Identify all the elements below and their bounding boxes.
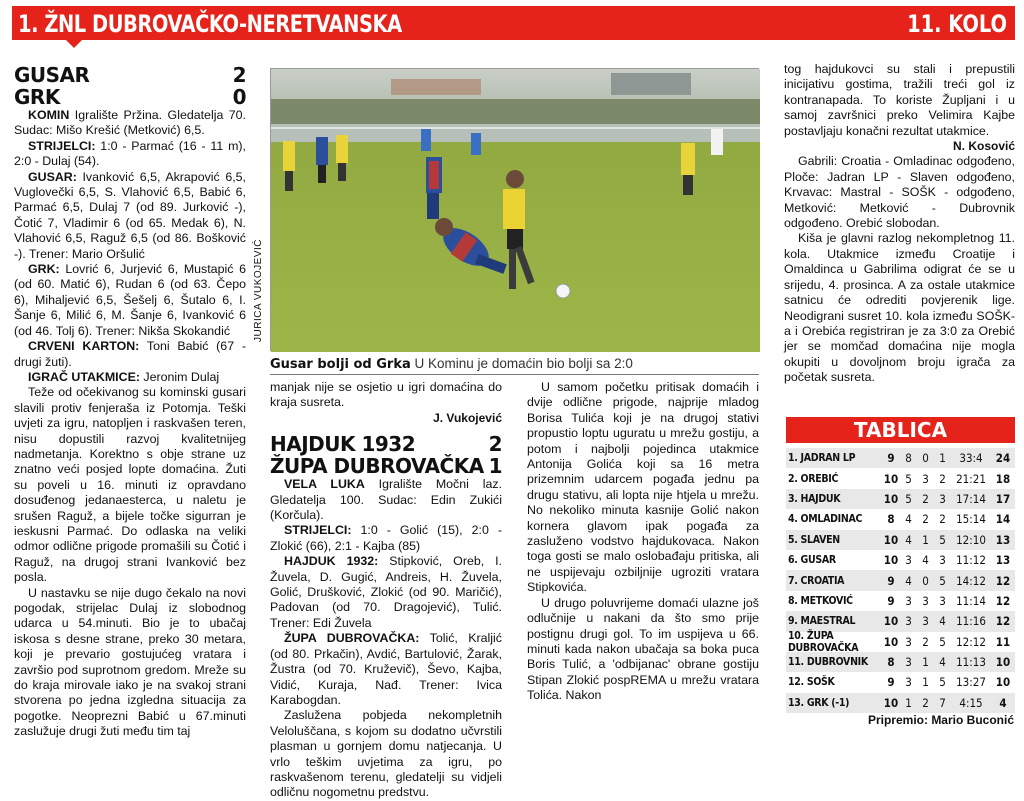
wins-cell: 1 [905,695,912,710]
table-row [786,591,1015,611]
match1-home-lineup: GUSAR: Ivanković 6,5, Akrapović 6,5, Vuglovečki 6,5, S. Vlahović 6,5, Babić 6, Parmać 6,5, Dulaj 7 (od 89. Jurković -), Čotić 7, Vladimir 6 (od 65. Medak 6), N. Vlahović 6,5, Raguž 6,5 (od 86. Bošković -). Trener: Mario Oršulić [14,169,246,261]
goals-cell: 12:12 [956,634,986,649]
draws-cell: 1 [922,655,929,670]
match2-home-row [270,433,502,455]
games-cell: 10 [883,614,899,629]
goals-cell: 14:12 [956,573,986,588]
match2-report-p1: Zaslužena pobjeda nekompletnih Veloluščana, s kojom su dodatno učvrstili plasman u gornjem domu natjecanja. U vrlo teškim uvjetima za igru, po raskvašenom terenu, gledatelji su vidjeli odličnu nogometnu predstvu. [270,708,502,800]
table-row [786,672,1015,692]
goals-cell: 33:4 [959,451,983,466]
losses-cell: 4 [939,655,946,670]
games-cell: 9 [887,573,895,588]
points-cell: 10 [995,655,1011,670]
match2-scorers: STRIJELCI: 1:0 - Golić (15), 2:0 - Zlokić (66), 2:1 - Kajba (85) [270,523,502,553]
wins-cell: 3 [905,593,912,608]
table-row [786,468,1015,488]
wins-cell: 8 [905,451,912,466]
games-cell: 8 [887,512,895,527]
goals-cell: 17:14 [956,491,986,506]
losses-cell: 7 [939,695,946,710]
games-cell: 9 [887,675,895,690]
team-name-cell: 8. METKOVIĆ [788,594,853,607]
caption-text: U Kominu je domaćin bio bolji sa 2:0 [414,356,633,371]
losses-cell: 2 [939,512,946,527]
points-cell: 13 [995,532,1011,547]
draws-cell: 3 [922,593,929,608]
match2-report-p3: U drugo poluvrijeme domaći ulazne još odlučnije u nakani da što smo prije postignu drugi gol. To im uspijeva u 66. minuti kada nakon ubačaja sa boka puca Boris Tulić, a 'odbijanac' obrane gostiju Stipan Zlokić pospREMA u mrežu vratara Tolića. Nakon [527,595,759,703]
team-name-cell: 12. SOŠK [788,676,835,689]
league-title: 1. ŽNL DUBROVAČKO-NERETVANSKA [18,10,402,38]
standings-title: TABLICA [786,417,1015,443]
table-row [786,489,1015,509]
draws-cell: 1 [922,675,929,690]
games-cell: 10 [883,634,899,649]
match1-home-row [14,64,246,86]
team-name-cell: 1. JADRAN LP [788,452,856,465]
team-name-cell: 13. GRK (-1) [788,696,850,709]
wins-cell: 5 [905,491,912,506]
team-name-cell: 10. ŽUPA DUBROVAČKA [788,629,859,654]
match1-motm: IGRAČ UTAKMICE: Jeronim Dulaj [28,369,220,384]
losses-cell: 5 [939,634,946,649]
match1-away-team: GRK [14,85,60,109]
goals-cell: 11:16 [956,614,986,629]
other-results: Gabrili: Croatia - Omladinac odgođeno, Ploče: Jadran LP - Slaven odgođeno, Krvavac: Mastral - SOŠK - odgođeno, Metković: Metković - Dubrovnik odgođeno. Orebić slobodan. [784,154,1015,231]
losses-cell: 1 [939,451,946,466]
table-row [786,509,1015,529]
goals-cell: 12:10 [956,532,986,547]
points-cell: 14 [995,512,1011,527]
losses-cell: 5 [939,532,946,547]
losses-cell: 2 [939,471,946,486]
table-row [786,611,1015,631]
match2-away-lineup: ŽUPA DUBROVAČKA: Tolić, Kraljić (od 80. Prkačin), Avdić, Bartulović, Žarak, Žustra (od 70. Kruževič), Ševo, Kajba, Vidić, Kuraja, Nađ. Trener: Ivica Karabogdan. [270,631,502,707]
goals-cell: 11:12 [956,553,986,568]
match2-home-lineup: HAJDUK 1932: Stipković, Oreb, I. Žuvela, D. Gugić, Andreis, H. Žuvela, Golić, Drušković, Zlokić (od 90. Maričić), Padovan (od 70. Dragojević), Tulić. Trener: Edi Žuvela [270,554,502,630]
table-row [786,693,1015,713]
table-row [786,629,1015,654]
match1-column [14,64,246,740]
draws-cell: 3 [922,614,929,629]
table-row [786,530,1015,550]
team-name-cell: 2. OREBIĆ [788,472,839,485]
wins-cell: 4 [905,532,912,547]
match1-report-p2: U nastavku se nije dugo čekalo na novi pogodak, strijelac Dulaj iz slobodnog udarca u 54.minuti. Bio je to ubačaj iskosa s desne strane, preko 30 metara, koji je prevario gostujućeg vratara i završio pod suprotnom gredom. Mreže su do kraja mirovale iako je na svakoj strani stvorena po jedna izgledna situacija za pogotke. Neoprezni Babić u 67.minuti zaslužuje drugi žuti među tim taj [14,585,246,739]
points-cell: 12 [995,614,1011,629]
wins-cell: 3 [905,614,912,629]
draws-cell: 2 [922,512,929,527]
games-cell: 10 [883,471,899,486]
match1-away-score: 0 [232,85,246,109]
team-name-cell: 11. DUBROVNIK [788,656,868,669]
draws-cell: 0 [922,451,929,466]
points-cell: 4 [999,695,1007,710]
match2-report-p2: U samom početku pritisak domaćih i dvije odlične prigode, najprije mladog Borisa Tulića koji je na drugoj stativi propustio loptu uguratu u mrežu gostiju, a potom i najbolji pojedinca utakmice Antonija Golića koji sa 16 metra prizemnim udarcem pogađa jednu pa drugu stativu, ali lopta nije htjela u mrežu. No nekoliko minuta kasnije Golić nakon kornera glavom ipak pogađa za zasluženo vodstvo hajdukovaca. Nakon toga gosti se malo oslobađaju pritiska, ali ne uspijevaju ozbiljnije ugroziti vratara Stipkovića. [527,380,759,595]
football-photo [271,69,760,352]
points-cell: 18 [995,471,1011,486]
match2-away-row [270,455,502,477]
goals-cell: 13:27 [956,675,986,690]
losses-cell: 5 [939,675,946,690]
match1-away-row [14,86,246,108]
games-cell: 10 [883,695,899,710]
games-cell: 10 [883,491,899,506]
match1-scorers: STRIJELCI: 1:0 - Parmać (16 - 11 m), 2:0 - Dulaj (54). [14,138,247,169]
losses-cell: 4 [939,614,946,629]
round-label: 11. KOLO [907,10,1007,38]
goals-cell: 11:14 [956,593,986,608]
draws-cell: 1 [922,532,929,547]
team-name-cell: 4. OMLADINAC [788,513,863,526]
games-cell: 9 [887,451,895,466]
points-cell: 13 [995,553,1011,568]
team-name-cell: 7. CROATIA [788,574,845,587]
points-cell: 10 [995,675,1011,690]
match2-column [270,380,502,801]
draws-cell: 4 [922,553,929,568]
points-cell: 24 [995,451,1011,466]
match1-red-card: CRVENI KARTON: Toni Babić (67 - drugi žuti). [14,339,247,369]
match2-author: N. Kosović [952,139,1015,154]
goals-cell: 21:21 [956,471,986,486]
team-name-cell: 6. GUSAR [788,554,836,567]
points-cell: 12 [995,593,1011,608]
losses-cell: 3 [939,553,946,568]
draws-cell: 2 [922,634,929,649]
right-column [784,62,1015,386]
match-photo [270,68,759,351]
team-name-cell: 5. SLAVEN [788,533,840,546]
photo-credit: JURICA VUKOJEVIĆ [253,238,264,342]
match2-away-team: ŽUPA DUBROVAČKA [270,454,484,479]
draws-cell: 3 [922,471,929,486]
match2-home-score: 2 [488,432,502,457]
header-notch [66,40,82,48]
points-cell: 11 [995,634,1011,649]
goals-cell: 4:15 [959,695,983,710]
goals-cell: 15:14 [956,512,986,527]
wins-cell: 3 [905,675,912,690]
wins-cell: 3 [905,655,912,670]
wins-cell: 4 [905,573,912,588]
losses-cell: 5 [939,573,946,588]
wins-cell: 3 [905,634,912,649]
standings-table [786,448,1015,713]
games-cell: 9 [887,593,895,608]
match2-report-p4: tog hajdukovci su stali i prepustili inicijativu gostima, tražili treći gol iz kontranapada. To koriste Župljani i u samoj završnici preko Velimira Kajbe postavljaju konačni rezultat utakmice. [784,62,1015,138]
table-credit: Pripremio: Mario Buconić [867,713,1014,727]
points-cell: 17 [995,491,1011,506]
draws-cell: 2 [922,491,929,506]
wins-cell: 5 [905,471,912,486]
match1-author: J. Vukojević [433,410,502,425]
match1-home-score: 2 [232,63,246,87]
match1-report-p3: manjak nije se osjetio u igri domaćina do kraja susreta. [270,380,502,410]
match2-venue: VELA LUKA Igralište Močni laz. Gledatelja 100. Sudac: Edin Zukići (Korčula). [270,477,502,523]
match2-report-column [527,380,759,704]
draws-cell: 0 [922,573,929,588]
page-header [12,6,1015,40]
team-name-cell: 3. HAJDUK [788,492,841,505]
goals-cell: 11:13 [956,655,986,670]
match1-venue: KOMIN Igralište Pržina. Gledatelja 70. Sudac: Mišo Krešić (Metković) 6,5. [14,108,246,138]
table-row [786,570,1015,590]
match1-away-lineup: GRK: Lovrić 6, Jurjević 6, Mustapić 6 (od 60. Matić 6), Rudan 6 (od 63. Čepo 6), Mihaljević 6,5, Šešelj 6, Šutalo 6, I. Šanje 6, Milić 6, M. Šanje 6, Ivanković 6 (od 46. Tolj 6). Trener: Nikša Skokandić [14,262,246,338]
losses-cell: 3 [939,491,946,506]
draws-cell: 2 [922,695,929,710]
games-cell: 10 [883,532,899,547]
games-cell: 10 [883,553,899,568]
wins-cell: 4 [905,512,912,527]
caption-headline: Gusar bolji od Grka [270,357,411,372]
table-row [786,448,1015,468]
points-cell: 12 [995,573,1011,588]
table-row [786,652,1015,672]
match1-home-team: GUSAR [14,63,90,87]
team-name-cell: 9. MAESTRAL [788,615,856,628]
match1-report-p1: Teže od očekivanog su kominski gusari slavili protiv fenjeraša iz Potomja. Teški uvjeti za igru, natopljen i raskvašen teren, nisu dopustili razvoj kvalitetnijeg nadmetanja. Korektno s obje strane uz znatno veći posjed lopte domaćina. Žuti su poveli u 16. minuti iz opravdano dosuđenog jedanaesterca, u naletu je srušen Raguž, a bijele točke sigurran je ieskusni Parmać. Do odlaska na veliki odmor odlične prigode promašili su Čotić i Raguž, na drugoj strani Ivanković bez posla. [14,385,246,585]
losses-cell: 3 [939,593,946,608]
match2-away-score: 1 [488,454,502,479]
wins-cell: 3 [905,553,912,568]
table-row [786,550,1015,570]
match2-home-team: HAJDUK 1932 [270,432,416,457]
photo-caption [270,356,759,375]
games-cell: 8 [887,655,895,670]
round-notes: Kiša je glavni razlog nekompletnog 11. kola. Utakmice između Croatije i Omaldinca u Gabrilima odigrat će se u srijedu, 4. prosinca. A za ostale utakmice satnicu će odrediti povjerenik lige. Neodigrani susret 10. kola između SOŠK-a i Orebića registriran je za 3:0 za Orebić jer se momčad domaćina nije mogla okupiti u dovoljnom broju igrača za početak susreta. [784,231,1015,385]
